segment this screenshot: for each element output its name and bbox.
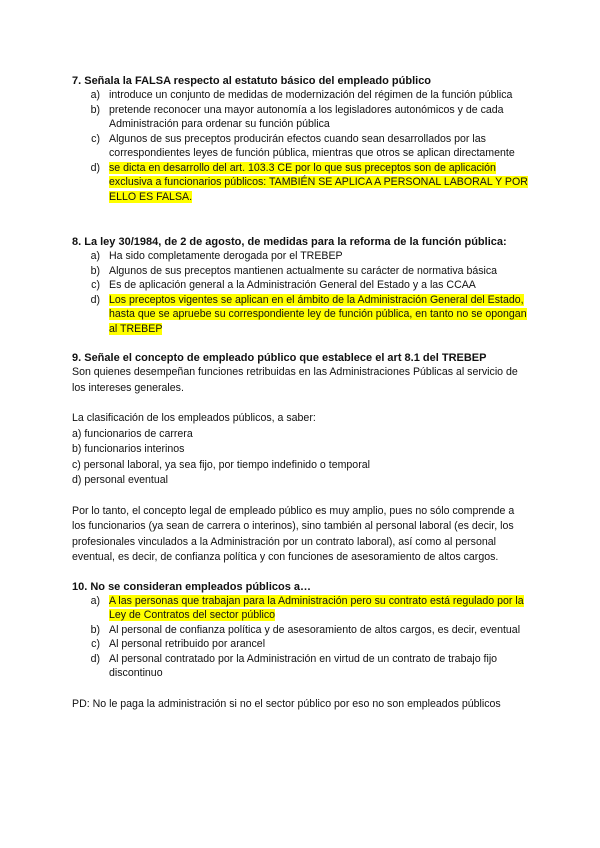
question-8-title: 8. La ley 30/1984, de 2 de agosto, de medidas para la reforma de la función pública:	[72, 236, 507, 248]
option-text: Algunos de sus preceptos mantienen actualmente su carácter de normativa básica	[109, 264, 498, 277]
question-9-title: 9. Señale el concepto de empleado público que establece el art 8.1 del TREBEP	[72, 352, 487, 364]
question-9-conclusion: Por lo tanto, el concepto legal de empleado público es muy amplio, pues no sólo comprende a los funcionarios (ya sean de carrera o interinos), sino también al personal laboral (es decir, los profesionales vinculados a la Administración por un contrato laboral), así como al personal eventual, es decir, de confianza política y con funciones de asesoramiento de altos cargos.	[72, 504, 515, 563]
question-7	[72, 74, 528, 204]
question-7-title: 7. Señala la FALSA respecto al estatuto básico del empleado público	[72, 75, 432, 87]
footnote: PD: No le paga la administración si no el sector público por eso no son empleados públicos	[72, 697, 501, 710]
highlighted-answer: Los preceptos vigentes se aplican en el ámbito de la Administración General del Estado, hasta que se apruebe su correspondiente ley de función pública, en tanto no se opongan al TREBEP	[109, 293, 527, 335]
option-text: Al personal de confianza política y de asesoramiento de altos cargos, es decir, eventual	[109, 623, 521, 636]
option-b: b) Al personal de confianza política y de asesoramiento de altos cargos, es decir, eventual	[90, 623, 521, 636]
classification-item: d) personal eventual	[72, 474, 168, 486]
option-d: d) Los preceptos vigentes se aplican en el ámbito de la Administración General del Estado, hasta que se apruebe su correspondiente ley de función pública, en tanto no se opongan al TREBEP	[90, 293, 527, 335]
question-8-options	[72, 249, 528, 336]
option-text: Algunos de sus preceptos producirán efectos cuando sean desarrollados por las correspondientes leyes de función pública, mientras que otros se aplican directamente	[109, 132, 515, 159]
document-page	[72, 74, 528, 712]
question-7-options	[72, 88, 528, 204]
option-text: Al personal retribuido por arancel	[109, 638, 266, 650]
classification-heading: La clasificación de los empleados públicos, a saber:	[72, 412, 316, 424]
question-10	[72, 580, 528, 681]
question-9	[72, 351, 528, 566]
option-a: a) introduce un conjunto de medidas de modernización del régimen de la función pública	[90, 89, 513, 101]
question-8	[72, 235, 528, 336]
option-c: c) Algunos de sus preceptos producirán efectos cuando sean desarrollados por las correspondientes leyes de función pública, mientras que otros se aplican directamente	[91, 132, 515, 159]
classification-item: c) personal laboral, ya sea fijo, por tiempo indefinido o temporal	[72, 458, 370, 471]
option-a: a) Ha sido completamente derogada por el TREBEP	[90, 250, 343, 262]
option-d: d) se dicta en desarrollo del art. 103.3 CE por lo que sus preceptos son de aplicación exclusiva a funcionarios públicos: TAMBIÉN SE APLICA A PERSONAL LABORAL Y POR ELLO ES FALSA.	[90, 161, 528, 203]
classification-item: a) funcionarios de carrera	[72, 427, 193, 440]
option-text: Al personal contratado por la Administración en virtud de un contrato de trabajo fijo discontinuo	[109, 652, 498, 679]
option-a: a) A las personas que trabajan para la Administración pero su contrato está regulado por la Ley de Contratos del sector público	[90, 594, 524, 621]
question-9-intro: Son quienes desempeñan funciones retribuidas en las Administraciones Públicas al servicio de los intereses generales.	[72, 366, 518, 394]
option-text: pretende reconocer una mayor autonomía a los legisladores autonómicos y de cada Administración para ordenar su función pública	[109, 103, 504, 130]
option-d: d) Al personal contratado por la Administración en virtud de un contrato de trabajo fijo discontinuo	[90, 652, 498, 679]
highlighted-answer: se dicta en desarrollo del art. 103.3 CE por lo que sus preceptos son de aplicación exclusiva a funcionarios públicos: TAMBIÉN SE APLICA A PERSONAL LABORAL Y POR ELLO ES FALSA.	[109, 161, 528, 203]
option-c: c) Es de aplicación general a la Administración General del Estado y a las CCAA	[91, 279, 476, 291]
option-text: Es de aplicación general a la Administración General del Estado y a las CCAA	[109, 279, 476, 291]
question-10-title: 10. No se consideran empleados públicos a…	[72, 580, 312, 593]
option-text: introduce un conjunto de medidas de modernización del régimen de la función pública	[109, 89, 513, 101]
option-text: Ha sido completamente derogada por el TREBEP	[109, 250, 343, 262]
option-c: c) Al personal retribuido por arancel	[91, 638, 266, 650]
highlighted-answer: A las personas que trabajan para la Administración pero su contrato está regulado por la Ley de Contratos del sector público	[109, 594, 524, 621]
classification-item: b) funcionarios interinos	[72, 443, 185, 455]
option-b: b) pretende reconocer una mayor autonomía a los legisladores autonómicos y de cada Administración para ordenar su función pública	[90, 103, 504, 130]
question-10-options	[72, 594, 528, 681]
option-b: b) Algunos de sus preceptos mantienen actualmente su carácter de normativa básica	[90, 264, 498, 277]
